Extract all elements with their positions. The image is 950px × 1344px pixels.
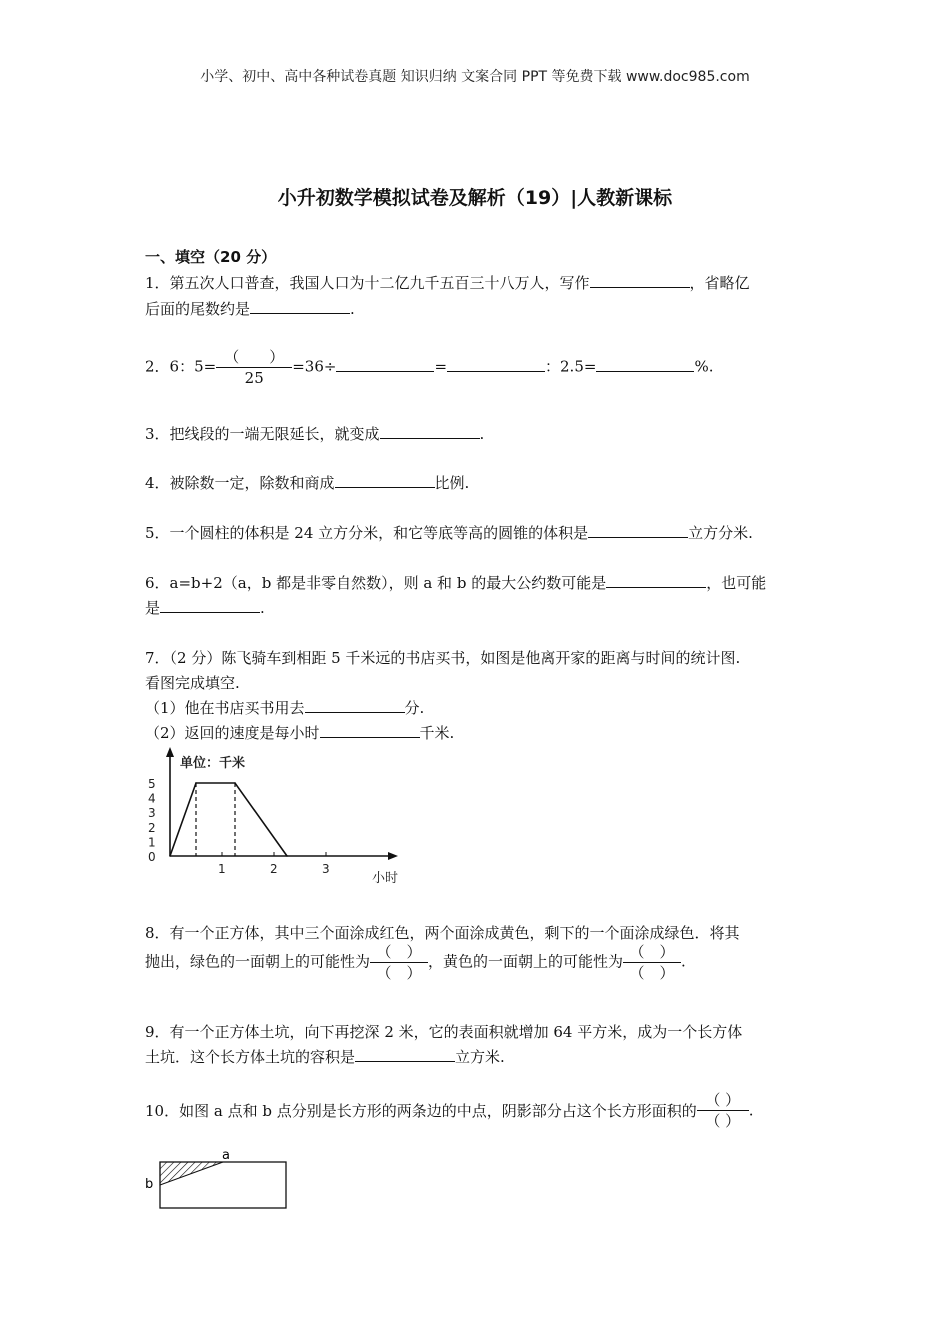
series-line bbox=[170, 783, 287, 856]
x-tick-label: 2 bbox=[270, 862, 278, 876]
chart-title: 单位：千米 bbox=[180, 756, 246, 771]
y-axis-arrow bbox=[166, 747, 174, 757]
question-4: 4．被除数一定，除数和商成 比例. bbox=[145, 474, 470, 492]
question-8-line-1: 8．有一个正方体，其中三个面涂成红色，两个面涂成黄色，剩下的一个面涂成绿色．将其 bbox=[145, 924, 740, 942]
answer-blank[interactable] bbox=[606, 573, 706, 588]
x-axis-label: 小时 bbox=[372, 871, 399, 886]
x-axis-arrow bbox=[388, 852, 398, 860]
question-7-line-1: 7．（2 分）陈飞骑车到相距 5 千米远的书店买书，如图是他离开家的距离与时间的统计图. bbox=[145, 649, 741, 667]
shaded-triangle bbox=[160, 1162, 223, 1185]
question-6-line-1: 6．a=b+2（a，b 都是非零自然数），则 a 和 b 的最大公约数可能是 ，也可能 bbox=[145, 574, 767, 592]
question-7-line-2: 看图完成填空. bbox=[145, 674, 240, 692]
fraction: $\frac{( )}{( )}$ bbox=[623, 942, 681, 983]
answer-blank[interactable] bbox=[335, 473, 435, 488]
data-point bbox=[234, 782, 236, 784]
question-2: 2．6：5= $\frac{( )}{25}$ =36÷ = ：2.5= %. bbox=[145, 348, 714, 387]
question-7-part-2: （2）返回的速度是每小时 千米. bbox=[145, 724, 455, 742]
answer-blank[interactable] bbox=[160, 598, 260, 613]
answer-blank[interactable] bbox=[590, 273, 690, 288]
fraction: $\frac{( )}{( )}$ bbox=[697, 1090, 749, 1131]
fraction: $\frac{( )}{25}$ bbox=[216, 347, 292, 388]
y-tick-label: 5 bbox=[148, 777, 156, 791]
y-tick-label: 3 bbox=[148, 806, 156, 821]
answer-blank[interactable] bbox=[596, 357, 694, 372]
answer-blank[interactable] bbox=[588, 523, 688, 538]
point-a-label: a bbox=[222, 1148, 230, 1163]
page-header: 小学、初中、高中各种试卷真题 知识归纳 文案合同 PPT 等免费下载 www.doc985.com bbox=[200, 69, 750, 85]
question-7-part-1: （1）他在书店买书用去 分. bbox=[145, 699, 425, 717]
question-10: 10．如图 a 点和 b 点分别是长方形的两条边的中点，阴影部分占这个长方形面积的 $\frac{( )}{( )}$ . bbox=[145, 1091, 754, 1130]
answer-blank[interactable] bbox=[380, 424, 480, 439]
y-tick-label: 1 bbox=[148, 835, 156, 850]
y-tick-label: 0 bbox=[148, 850, 156, 864]
question-9-line-2: 土坑．这个长方体土坑的容积是 立方米. bbox=[145, 1048, 505, 1066]
data-point bbox=[195, 782, 197, 784]
answer-blank[interactable] bbox=[447, 357, 545, 372]
y-tick-label: 4 bbox=[148, 791, 156, 806]
fraction: $\frac{( )}{( )}$ bbox=[370, 942, 428, 983]
question-8-line-2: 抛出，绿色的一面朝上的可能性为 $\frac{( )}{( )}$ ，黄色的一面朝上的可能性为 $\frac{( )}{( )}$ . bbox=[145, 943, 686, 982]
x-tick-label: 1 bbox=[218, 862, 226, 876]
answer-blank[interactable] bbox=[305, 698, 405, 713]
question-3: 3．把线段的一端无限延长，就变成 . bbox=[145, 425, 485, 443]
question-6-line-2: 是 . bbox=[145, 599, 265, 617]
x-tick-label: 3 bbox=[322, 862, 330, 876]
data-point bbox=[286, 855, 288, 857]
point-b-label: b bbox=[145, 1177, 154, 1192]
question-9-line-1: 9．有一个正方体土坑，向下再挖深 2 米，它的表面积就增加 64 平方米，成为一个长方体 bbox=[145, 1023, 743, 1041]
data-point bbox=[169, 855, 171, 857]
section-heading: 一、填空（20 分） bbox=[145, 248, 277, 266]
question-1-line-2: 后面的尾数约是 . bbox=[145, 300, 355, 318]
answer-blank[interactable] bbox=[320, 723, 420, 738]
distance-time-chart bbox=[140, 745, 399, 890]
y-tick-label: 2 bbox=[148, 820, 156, 835]
answer-blank[interactable] bbox=[336, 357, 434, 372]
question-5: 5．一个圆柱的体积是 24 立方分米，和它等底等高的圆锥的体积是 立方分米. bbox=[145, 524, 753, 542]
answer-blank[interactable] bbox=[250, 299, 350, 314]
page-title: 小升初数学模拟试卷及解析（19）|人教新课标 bbox=[277, 187, 673, 209]
rectangle-figure bbox=[140, 1146, 295, 1214]
question-1-line-1: 1．第五次人口普查，我国人口为十二亿九千五百三十八万人，写作 ，省略亿 bbox=[145, 274, 750, 292]
answer-blank[interactable] bbox=[355, 1047, 455, 1062]
